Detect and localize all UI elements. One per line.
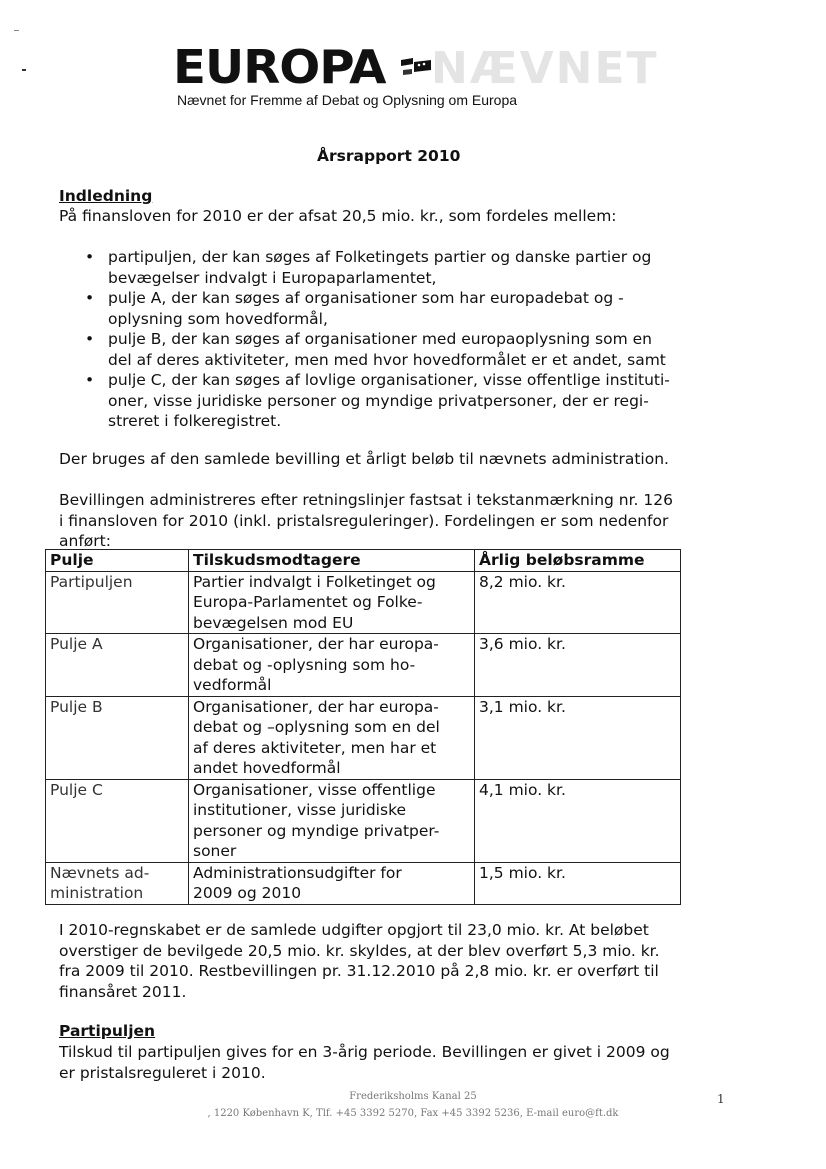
list-item: • pulje C, der kan søges af lovlige organisationer, visse offentlige instituti- oner, visse juridiske personer og myndige privatpersoner, der er regi- streret i folkeregistret. xyxy=(59,370,729,432)
column-header: Tilskudsmodtagere xyxy=(189,550,475,572)
europanaevnet-logo xyxy=(173,40,659,94)
pulje-cell: Pulje C xyxy=(46,779,189,862)
intro-lead: På finansloven for 2010 er der afsat 20,5 mio. kr., som fordeles mellem: xyxy=(59,207,617,225)
recipient-cell: Organisationer, der har europa- debat og -oplysning som ho- vedformål xyxy=(189,634,475,697)
pulje-cell: Pulje B xyxy=(46,696,189,779)
section-heading-indledning: Indledning xyxy=(59,187,153,205)
table-row xyxy=(46,696,681,779)
pulje-cell: Nævnets ad- ministration xyxy=(46,862,189,904)
admin-note: Der bruges af den samlede bevilling et årligt beløb til nævnets administration. xyxy=(59,450,669,468)
recipient-cell: Partier indvalgt i Folketinget og Europa-Parlamentet og Folke- bevægelsen mod EU xyxy=(189,571,475,634)
page-title: Årsrapport 2010 xyxy=(317,147,461,165)
table-row xyxy=(46,779,681,862)
amount-cell: 3,1 mio. kr. xyxy=(475,696,681,779)
scan-mark xyxy=(22,69,26,71)
amount-cell: 3,6 mio. kr. xyxy=(475,634,681,697)
scan-mark xyxy=(14,30,19,31)
guidelines-paragraph: Bevillingen administreres efter retningslinjer fastsat i tekstanmærkning nr. 126 i finansloven for 2010 (inkl. pristalsreguleringer). Fordelingen er som nedenfor anført: xyxy=(59,491,673,550)
column-header: Årlig beløbsramme xyxy=(475,550,681,572)
recipient-cell: Administrationsudgifter for 2009 og 2010 xyxy=(189,862,475,904)
partipuljen-paragraph: Tilskud til partipuljen gives for en 3-årig periode. Bevillingen er givet i 2009 og er pristalsreguleret i 2010. xyxy=(59,1043,670,1082)
pulje-cell: Partipuljen xyxy=(46,571,189,634)
list-item: • pulje B, der kan søges af organisationer med europaoplysning som en del af deres aktiviteter, men med hvor hovedformålet er et andet, samt xyxy=(59,329,729,370)
logo-subtitle: Nævnet for Fremme af Debat og Oplysning om Europa xyxy=(177,92,518,108)
list-item: • pulje A, der kan søges af organisationer som har europadebat og - oplysning som hovedformål, xyxy=(59,288,729,329)
flag-icon xyxy=(399,54,433,80)
pulje-cell: Pulje A xyxy=(46,634,189,697)
logo-ghost-text: NÆVNET xyxy=(431,43,659,94)
list-item: • partipuljen, der kan søges af Folketingets partier og danske partier og bevægelser indvalgt i Europaparlamentet, xyxy=(59,247,729,288)
accounts-paragraph: I 2010-regnskabet er de samlede udgifter opgjort til 23,0 mio. kr. At beløbet overstiger de bevilgede 20,5 mio. kr. skyldes, at der blev overført 5,3 mio. kr. fra 2009 til 2010. Restbevillingen pr. 31.12.2010 på 2,8 mio. kr. er overført til finansåret 2011. xyxy=(59,921,660,1001)
column-header: Pulje xyxy=(46,550,189,572)
recipient-cell: Organisationer, der har europa- debat og –oplysning som en del af deres aktiviteter, men har et andet hovedformål xyxy=(189,696,475,779)
table-header-row xyxy=(46,550,681,572)
logo-text: EUROPA xyxy=(173,40,386,94)
bullet-list xyxy=(59,247,729,432)
table-row xyxy=(46,634,681,697)
footer-address: Frederiksholms Kanal 25 xyxy=(349,1091,477,1102)
amount-cell: 4,1 mio. kr. xyxy=(475,779,681,862)
section-heading-partipuljen: Partipuljen xyxy=(59,1022,156,1040)
funding-table xyxy=(45,549,681,905)
amount-cell: 1,5 mio. kr. xyxy=(475,862,681,904)
recipient-cell: Organisationer, visse offentlige institutioner, visse juridiske personer og myndige privatper- soner xyxy=(189,779,475,862)
table-row xyxy=(46,862,681,904)
page-number: 1 xyxy=(717,1092,725,1106)
amount-cell: 8,2 mio. kr. xyxy=(475,571,681,634)
table-row xyxy=(46,571,681,634)
footer-contact: , 1220 København K, Tlf. +45 3392 5270, Fax +45 3392 5236, E-mail euro@ft.dk xyxy=(207,1108,619,1119)
